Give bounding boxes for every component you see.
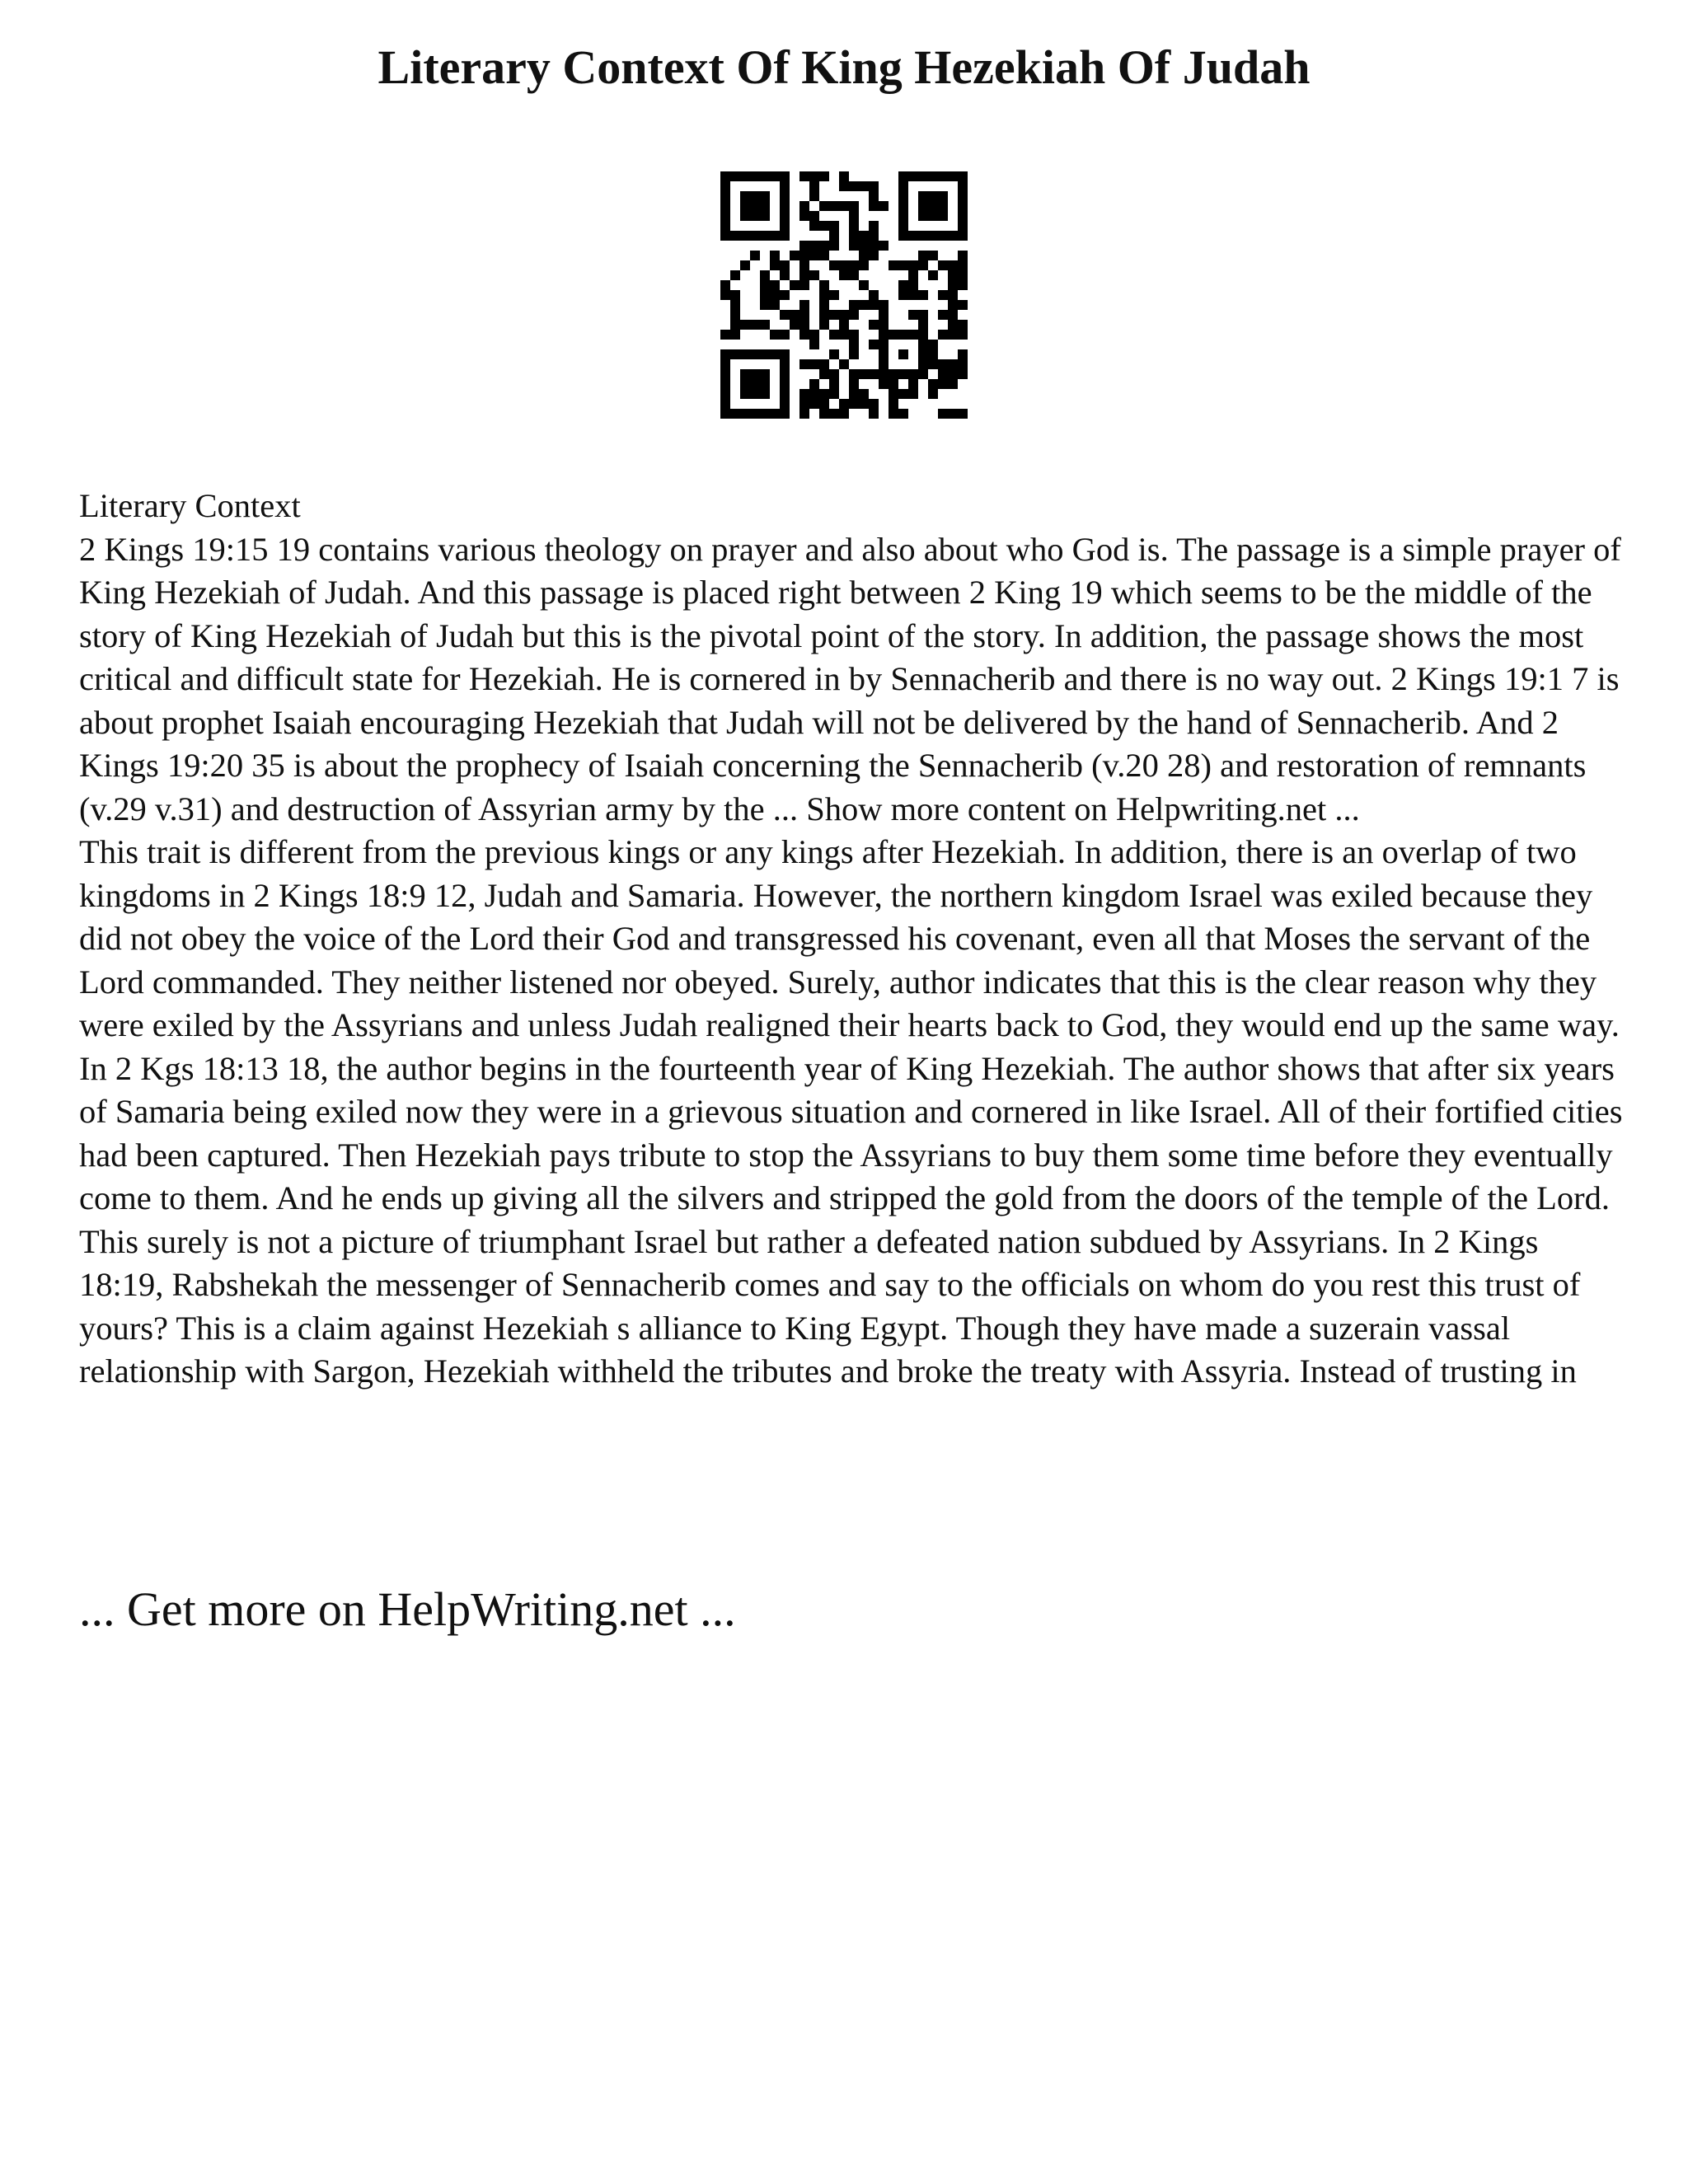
paragraph-analysis: This trait is different from the previous kings or any kings after Hezekiah. In addition, there is an overlap of two kingdoms in 2 Kings 18:9 12, Judah and Samaria. However, the northern kingdom Israel was exiled because they did not obey the voice of the Lord their God and transgressed his covenant, even all that Moses the servant of the Lord commanded. They neither listened nor obeyed. Surely, author indicates that this is the clear reason why they were exiled by the Assyrians and unless Judah realigned their hearts back to God, they would end up the same way. In 2 Kgs 18:13 18, the author begins in the fourteenth year of King Hezekiah. The author shows that after six years of Samaria being exiled now they were in a grievous situation and cornered in like Israel. All of their fortified cities had been captured. Then Hezekiah pays tribute to stop the Assyrians to buy them some time before they eventually come to them. And he ends up giving all the silvers and stripped the gold from the doors of the temple of the Lord. This surely is not a picture of triumphant Israel but rather a defeated nation subdued by Assyrians. In 2 Kings 18:19, Rabshekah the messenger of Sennacherib comes and say to the officials on whom do you rest this trust of yours? This is a claim against Hezekiah s alliance to King Egypt. Though they have made a suzerain vassal relationship with Sargon, Hezekiah withheld the tributes and broke the treaty with Assyria. Instead of trusting in xyxy=(79,833,1623,1390)
get-more-link[interactable]: ... Get more on HelpWriting.net ... xyxy=(79,1582,736,1636)
page-title: Literary Context Of King Hezekiah Of Judah xyxy=(377,40,1311,94)
article-body xyxy=(79,485,1629,1394)
section-heading: Literary Context xyxy=(79,487,301,524)
paragraph-literary-context: 2 Kings 19:15 19 contains various theology on prayer and also about who God is. The passage is a simple prayer of King Hezekiah of Judah. And this passage is placed right between 2 King 19 which seems to be the middle of the story of King Hezekiah of Judah but this is the pivotal point of the story. In addition, the passage shows the most critical and difficult state for Hezekiah. He is cornered in by Sennacherib and there is no way out. 2 Kings 19:1 7 is about prophet Isaiah encouraging Hezekiah that Judah will not be delivered by the hand of Sennacherib. And 2 Kings 19:20 35 is about the prophecy of Isaiah concerning the Sennacherib (v.20 28) and restoration of remnants (v.29 v.31) and destruction of Assyrian army by the ... Show more content on Helpwriting.net ... xyxy=(79,530,1621,827)
qr-code-icon xyxy=(720,171,968,419)
